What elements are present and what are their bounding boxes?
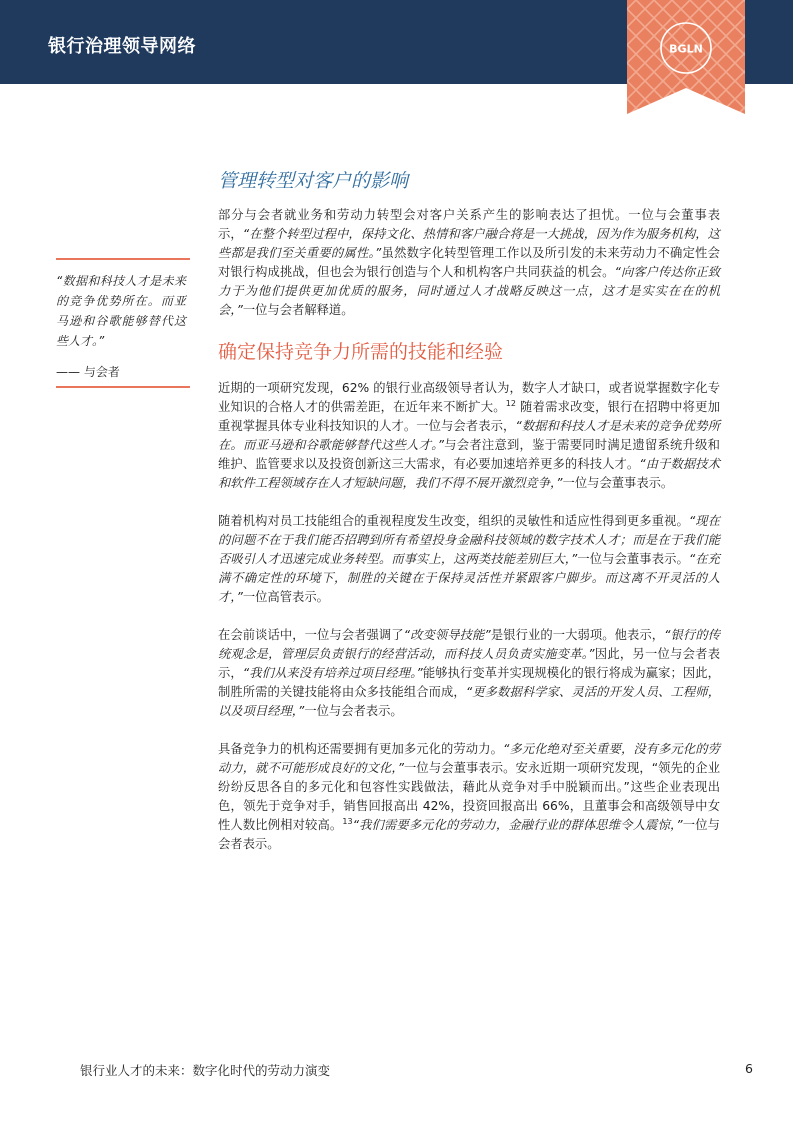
quote-rule-top	[56, 258, 190, 260]
pull-quote-attribution: —— 与会者	[56, 365, 120, 379]
bgln-logo	[627, 0, 745, 114]
main-content	[218, 168, 720, 873]
pull-quote-text: “数据和科技人才是未来的竞争优势所在。而亚马逊和谷歌能够替代这些人才。”	[56, 274, 186, 348]
section-heading-skills: 确定保持竞争力所需的技能和经验	[218, 341, 504, 363]
footnote-ref: 13	[342, 816, 353, 826]
paragraph: 部分与会者就业务和劳动力转型会对客户关系产生的影响表达了担忧。一位与会董事表示，“在整个转型过程中，保持文化、热情和客户融合将是一大挑战，因为作为服务机构，这些都是我们至关重要的属性。”虽然数字化转型管理工作以及所引发的未来劳动力不确定性会对银行构成挑战，但也会为银行创造与个人和机构客户共同获益的机会。“向客户传达你正致力于为他们提供更加优质的服务，同时通过人才战略反映这一点，这才是实实在在的机会，”一位与会者解释道。	[218, 208, 720, 317]
header-title: 银行治理领导网络	[48, 36, 196, 57]
page-number: 6	[745, 1061, 753, 1076]
paragraph: 近期的一项研究发现，62% 的银行业高级领导者认为，数字人才缺口，或者说掌握数字化专业知识的合格人才的供需差距，在近年来不断扩大。$^{12}$ 随着需求改变，银行在招聘中将更加重视掌握具体专业科技知识的人才。一位与会者表示，“数据和科技人才是未来的竞争优势所在。而亚马逊和谷歌能够替代这些人才。”与会者注意到，鉴于需要同时满足遗留系统升级和维护、监管要求以及投资创新这三大需求，有必要加速培养更多的科技人才。“由于数据技术和软件工程领域存在人才短缺问题，我们不得不展开激烈竞争，”一位与会董事表示。	[218, 381, 720, 490]
paragraph: 在会前谈话中，一位与会者强调了“改变领导技能”是银行业的一大弱项。他表示，“银行的传统观念是，管理层负责银行的经营活动，而科技人员负责实施变革。”因此，另一位与会者表示，“我们从来没有培养过项目经理。”能够执行变革并实现规模化的银行将成为赢家；因此，制胜所需的关键技能将由众多技能组合而成，“更多数据科学家、灵活的开发人员、工程师，以及项目经理，”一位与会者表示。	[218, 628, 720, 718]
paragraph: 具备竞争力的机构还需要拥有更加多元化的劳动力。“多元化绝对至关重要，没有多元化的劳动力，就不可能形成良好的文化，”一位与会董事表示。安永近期一项研究发现，“领先的企业纷纷反思各自的多元化和包容性实践做法，藉此从竞争对手中脱颖而出。”这些企业表现出色，领先于竞争对手，销售回报高出 42%，投资回报高出 66%，且董事会和高级领导中女性人数比例相对较高。$^{13}$“我们需要多元化的劳动力，金融行业的群体思维令人震惊，”一位与会者表示。	[218, 742, 720, 851]
section-heading-customer-impact: 管理转型对客户的影响	[218, 170, 409, 192]
footer-title: 银行业人才的未来：数字化时代的劳动力演变	[80, 1063, 331, 1078]
quote-rule-bottom	[56, 386, 190, 388]
paragraph: 随着机构对员工技能组合的重视程度发生改变，组织的灵敏性和适应性得到更多重视。“现在的问题不在于我们能否招聘到所有希望投身金融科技领域的数字技术人才；而是在于我们能否吸引人才迅速完成业务转型。而事实上，这两类技能差别巨大，”一位与会董事表示。“在充满不确定性的环境下，制胜的关键在于保持灵活性并紧跟客户脚步。而这离不开灵活的人才，”一位高管表示。	[218, 514, 720, 604]
footnote-ref: 12	[505, 398, 516, 408]
logo-text: BGLN	[669, 42, 703, 56]
